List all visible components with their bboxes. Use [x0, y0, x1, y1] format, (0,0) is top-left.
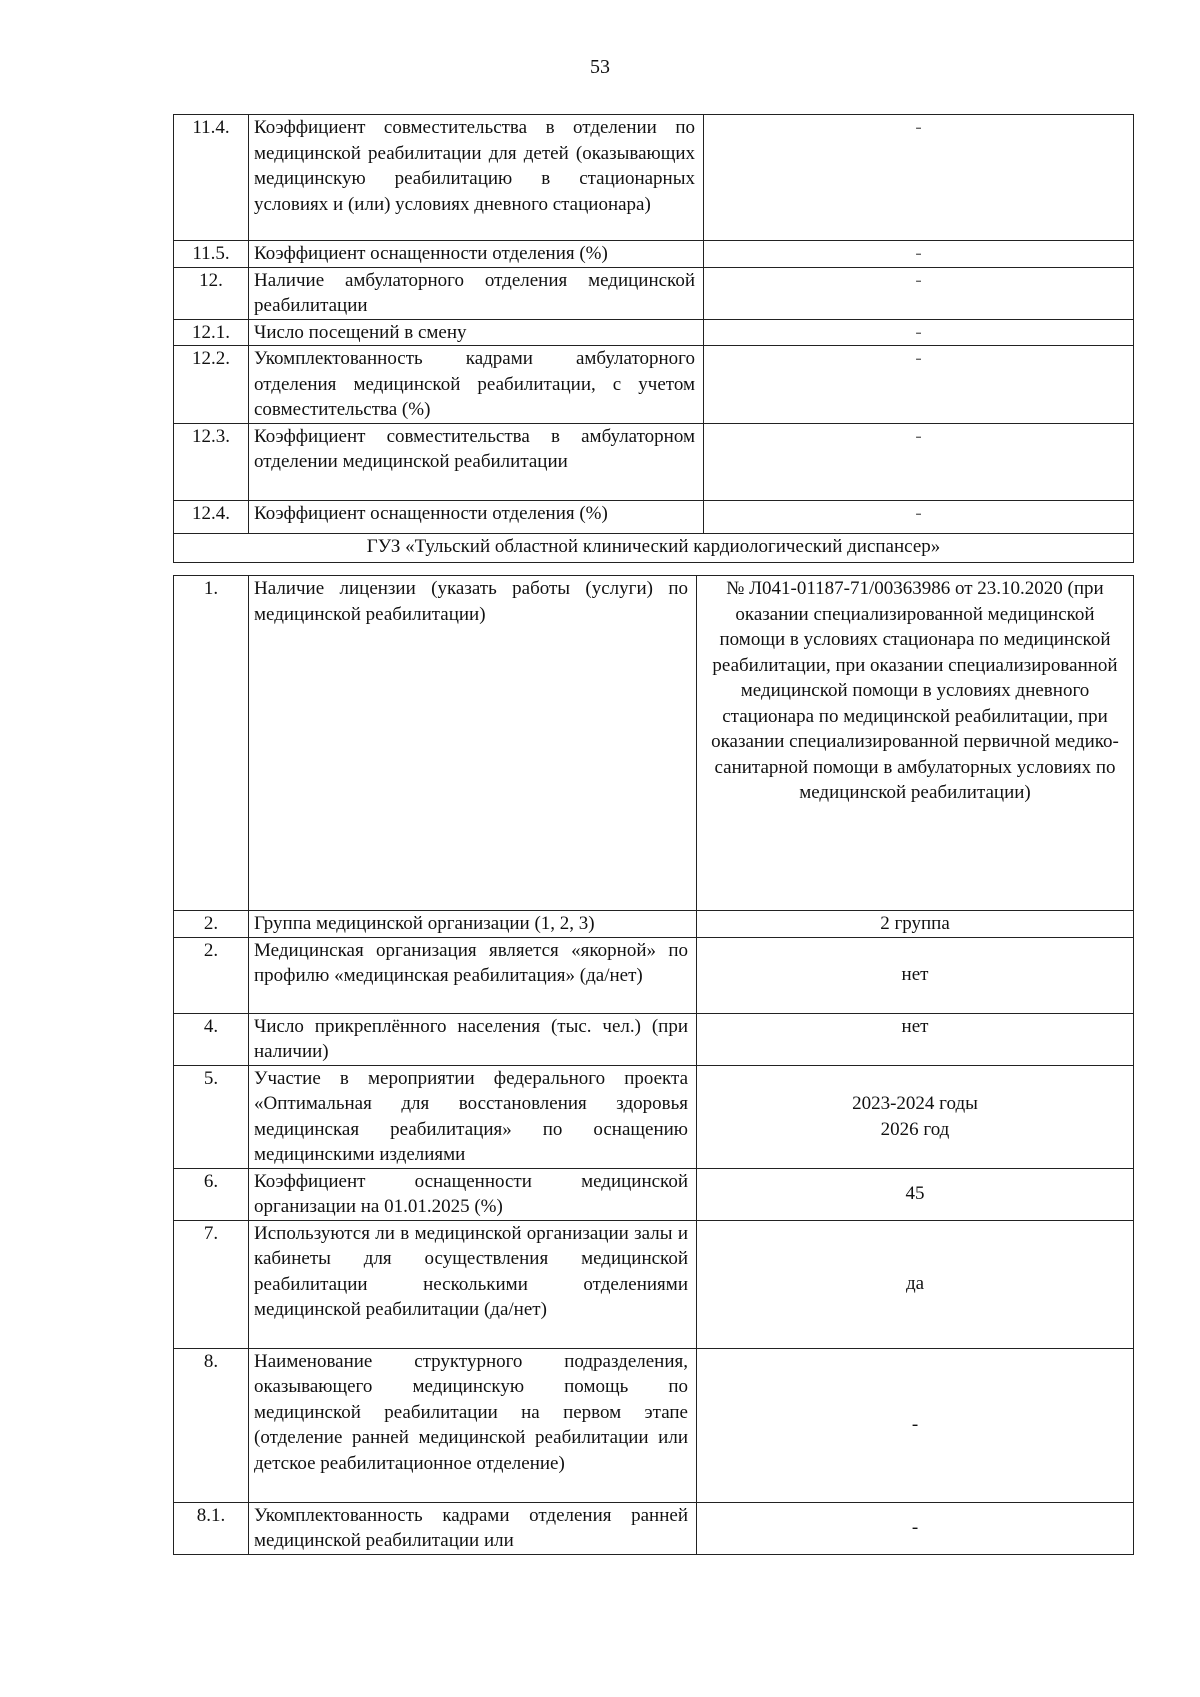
row-value: - — [704, 500, 1134, 533]
license-value: № Л041-01187-71/00363986 от 23.10.2020 (при оказании специализированной медицинской помощи в условиях стационара по медицинской реабилитации, при оказании специализированной медицинской помощи в условиях дневного стационара по медицинской реабилитации, при оказании специализированной первичной медико-санитарной помощи в амбулаторных условиях по медицинской реабилитации) — [697, 576, 1134, 911]
row-value: - — [704, 319, 1134, 346]
row-value: да — [697, 1220, 1134, 1348]
row-label: Число посещений в смену — [249, 319, 704, 346]
row-value: - — [704, 267, 1134, 319]
row-label: Наименование структурного подразделения, оказывающего медицинскую помощь по медицинской реабилитации на первом этапе (отделение ранней медицинской реабилитации или детское реабилитационное отделение) — [249, 1348, 697, 1502]
row-value: нет — [697, 937, 1134, 1013]
table-row — [174, 267, 1134, 319]
row-label: Группа медицинской организации (1, 2, 3) — [249, 911, 697, 938]
row-number: 5. — [174, 1065, 249, 1168]
row-value: 2 группа — [697, 911, 1134, 938]
table-row — [174, 1220, 1134, 1348]
row-label: Участие в мероприятии федерального проекта «Оптимальная для восстановления здоровья медицинская реабилитация» по оснащению медицинскими изделиями — [249, 1065, 697, 1168]
row-value: - — [704, 346, 1134, 424]
table-row — [174, 241, 1134, 268]
section-title: ГУЗ «Тульский областной клинический кардиологический диспансер» — [174, 533, 1134, 562]
table-row — [174, 423, 1134, 500]
row-number: 12.4. — [174, 500, 249, 533]
participation-years-line-2: 2026 год — [880, 1118, 950, 1140]
row-value: нет — [697, 1013, 1134, 1065]
row-number: 1. — [174, 576, 249, 911]
row-label: Медицинская организация является «якорной» по профилю «медицинская реабилитация» (да/нет) — [249, 937, 697, 1013]
table-row — [174, 1168, 1134, 1220]
row-label: Наличие лицензии (указать работы (услуги) по медицинской реабилитации) — [249, 576, 697, 911]
row-label: Коэффициент оснащенности отделения (%) — [249, 241, 704, 268]
table-row — [174, 500, 1134, 533]
row-value: - — [697, 1348, 1134, 1502]
table-row — [174, 1502, 1134, 1554]
table-row — [174, 346, 1134, 424]
row-label: Коэффициент совместительства в отделении по медицинской реабилитации для детей (оказывающих медицинскую реабилитацию в стационарных условиях и (или) условиях дневного стационара) — [249, 115, 704, 241]
table-row — [174, 319, 1134, 346]
table-row — [174, 1065, 1134, 1168]
row-number: 6. — [174, 1168, 249, 1220]
row-label: Используются ли в медицинской организации залы и кабинеты для осуществления медицинской реабилитации несколькими отделениями медицинской реабилитации (да/нет) — [249, 1220, 697, 1348]
row-number: 11.5. — [174, 241, 249, 268]
row-label: Укомплектованность кадрами амбулаторного отделения медицинской реабилитации, с учетом совместительства (%) — [249, 346, 704, 424]
table-row — [174, 1013, 1134, 1065]
row-number: 11.4. — [174, 115, 249, 241]
section-row — [174, 533, 1134, 562]
row-label: Коэффициент оснащенности медицинской организации на 01.01.2025 (%) — [249, 1168, 697, 1220]
table-row — [174, 911, 1134, 938]
row-label: Коэффициент оснащенности отделения (%) — [249, 500, 704, 533]
row-number: 8.1. — [174, 1502, 249, 1554]
table-row — [174, 576, 1134, 911]
row-number: 2. — [174, 937, 249, 1013]
row-number: 2. — [174, 911, 249, 938]
row-value: 45 — [697, 1168, 1134, 1220]
row-number: 4. — [174, 1013, 249, 1065]
table-organization — [173, 575, 1134, 1555]
row-number: 7. — [174, 1220, 249, 1348]
table-row — [174, 115, 1134, 241]
row-number: 12.2. — [174, 346, 249, 424]
table-row — [174, 937, 1134, 1013]
participation-years — [697, 1065, 1134, 1168]
row-value: - — [704, 241, 1134, 268]
row-label: Коэффициент совместительства в амбулаторном отделении медицинской реабилитации — [249, 423, 704, 500]
row-number: 8. — [174, 1348, 249, 1502]
row-number: 12.3. — [174, 423, 249, 500]
row-value: - — [704, 423, 1134, 500]
row-number: 12.1. — [174, 319, 249, 346]
row-label: Наличие амбулаторного отделения медицинской реабилитации — [249, 267, 704, 319]
page-number: 53 — [590, 56, 610, 78]
row-value: - — [697, 1502, 1134, 1554]
table-row — [174, 1348, 1134, 1502]
row-label: Число прикреплённого населения (тыс. чел.) (при наличии) — [249, 1013, 697, 1065]
row-number: 12. — [174, 267, 249, 319]
row-value: - — [704, 115, 1134, 241]
row-label: Укомплектованность кадрами отделения ранней медицинской реабилитации или — [249, 1502, 697, 1554]
table-continuation — [173, 114, 1134, 563]
participation-years-line-1: 2023-2024 годы — [852, 1093, 978, 1114]
